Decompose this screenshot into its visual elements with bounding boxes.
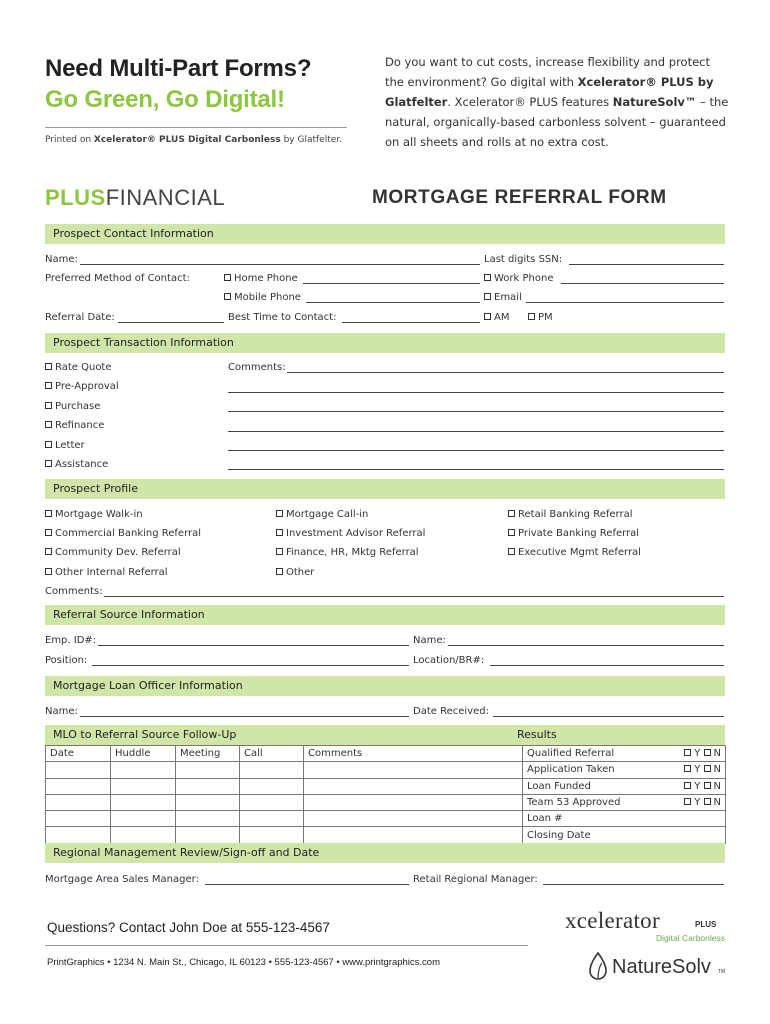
checkbox-icon[interactable]: [484, 274, 491, 281]
table-cell[interactable]: [176, 811, 240, 827]
checkbox-icon[interactable]: [684, 765, 691, 772]
profile-comments-label: Comments:: [45, 586, 103, 597]
footer-divider: [45, 945, 528, 946]
table-cell[interactable]: [46, 762, 111, 778]
checkbox-icon[interactable]: [704, 765, 711, 772]
regional-manager-label: Retail Regional Manager:: [413, 874, 538, 885]
option-refinance[interactable]: Refinance: [45, 420, 104, 431]
table-cell[interactable]: [304, 778, 523, 794]
checkbox-icon[interactable]: [276, 568, 283, 575]
transaction-comments-line[interactable]: [287, 372, 724, 373]
checkbox-icon[interactable]: [45, 363, 52, 370]
profile-comments-field[interactable]: [104, 596, 724, 597]
best-time-field[interactable]: [342, 322, 480, 323]
profile-option[interactable]: Executive Mgmt Referral: [508, 547, 641, 558]
checkbox-icon[interactable]: [508, 548, 515, 555]
table-row: [46, 762, 726, 778]
yes-no-options[interactable]: Y N: [684, 748, 721, 759]
checkbox-icon[interactable]: [684, 782, 691, 789]
checkbox-icon[interactable]: [45, 421, 52, 428]
checkbox-icon[interactable]: [508, 529, 515, 536]
checkbox-icon[interactable]: [45, 529, 52, 536]
leaf-drop-icon: [588, 951, 608, 981]
checkbox-icon[interactable]: [704, 749, 711, 756]
checkbox-icon[interactable]: [224, 274, 231, 281]
table-cell[interactable]: [46, 778, 111, 794]
headline: Need Multi-Part Forms?: [45, 55, 312, 82]
header-divider: [45, 127, 347, 128]
table-cell[interactable]: [240, 794, 304, 810]
table-cell[interactable]: [176, 794, 240, 810]
option-pre-approval[interactable]: Pre-Approval: [45, 381, 119, 392]
pm-option[interactable]: PM: [528, 312, 553, 323]
profile-option[interactable]: Other Internal Referral: [45, 567, 168, 578]
location-field[interactable]: [490, 665, 724, 666]
table-cell[interactable]: [304, 811, 523, 827]
table-cell[interactable]: [240, 811, 304, 827]
checkbox-icon[interactable]: [45, 548, 52, 555]
table-cell[interactable]: [111, 762, 176, 778]
table-cell[interactable]: [111, 794, 176, 810]
results-heading: Results: [517, 728, 557, 741]
result-row: Application Taken Y N: [523, 762, 726, 778]
position-label: Position:: [45, 655, 88, 666]
table-row: [46, 746, 726, 762]
preferred-contact-label: Preferred Method of Contact:: [45, 273, 190, 284]
transaction-comments-line[interactable]: [228, 392, 724, 393]
home-phone-option[interactable]: Home Phone: [224, 273, 298, 284]
table-cell[interactable]: [46, 794, 111, 810]
profile-option[interactable]: Commercial Banking Referral: [45, 528, 201, 539]
email-option[interactable]: Email: [484, 292, 522, 303]
table-row: [46, 778, 726, 794]
transaction-comments-line[interactable]: [228, 469, 724, 470]
regional-manager-field[interactable]: [543, 884, 724, 885]
section-profile-heading: Prospect Profile: [45, 479, 725, 499]
date-received-label: Date Received:: [413, 706, 489, 717]
best-time-label: Best Time to Contact:: [228, 312, 337, 323]
location-label: Location/BR#:: [413, 655, 485, 666]
option-letter[interactable]: Letter: [45, 440, 85, 451]
name-label: Name:: [45, 254, 78, 265]
naturesolv-logo: NatureSolv TM: [588, 951, 728, 985]
result-row: Team 53 Approved Y N: [523, 794, 726, 810]
table-cell[interactable]: [176, 762, 240, 778]
result-row[interactable]: Loan #: [523, 811, 726, 827]
am-option[interactable]: AM: [484, 312, 509, 323]
col-call: Call: [240, 746, 304, 762]
table-cell[interactable]: [176, 778, 240, 794]
yes-no-options[interactable]: Y N: [684, 764, 721, 775]
checkbox-icon[interactable]: [224, 293, 231, 300]
table-cell[interactable]: [46, 811, 111, 827]
profile-option[interactable]: Private Banking Referral: [508, 528, 639, 539]
date-received-field[interactable]: [493, 716, 724, 717]
headline-green: Go Green, Go Digital!: [45, 86, 285, 113]
col-huddle: Huddle: [111, 746, 176, 762]
emp-id-field[interactable]: [98, 645, 409, 646]
email-field[interactable]: [526, 302, 724, 303]
table-cell[interactable]: [304, 762, 523, 778]
source-name-field[interactable]: [448, 645, 724, 646]
result-row: Loan Funded Y N: [523, 778, 726, 794]
profile-option[interactable]: Finance, HR, Mktg Referral: [276, 547, 419, 558]
work-phone-option[interactable]: Work Phone: [484, 273, 553, 284]
table-row: [46, 811, 726, 827]
yes-no-options[interactable]: Y N: [684, 781, 721, 792]
profile-option[interactable]: Mortgage Call-in: [276, 509, 368, 520]
table-cell[interactable]: [304, 794, 523, 810]
printed-on-note: Printed on Xcelerator® PLUS Digital Carbonless by Glatfelter.: [45, 135, 342, 145]
xcelerator-plus-logo: xcelerator PLUS Digital Carbonless: [565, 908, 725, 943]
section-source-heading: Referral Source Information: [45, 605, 725, 625]
profile-option[interactable]: Community Dev. Referral: [45, 547, 181, 558]
table-cell[interactable]: [304, 827, 523, 843]
col-date: Date: [46, 746, 111, 762]
checkbox-icon[interactable]: [45, 441, 52, 448]
work-phone-field[interactable]: [561, 283, 724, 284]
checkbox-icon[interactable]: [484, 313, 491, 320]
table-cell[interactable]: [240, 827, 304, 843]
ssn-label: Last digits SSN:: [484, 254, 563, 265]
checkbox-icon[interactable]: [45, 402, 52, 409]
table-cell[interactable]: [240, 762, 304, 778]
position-field[interactable]: [92, 665, 409, 666]
option-assistance[interactable]: Assistance: [45, 459, 108, 470]
checkbox-icon[interactable]: [45, 510, 52, 517]
checkbox-icon[interactable]: [45, 568, 52, 575]
checkbox-icon[interactable]: [528, 313, 535, 320]
profile-option[interactable]: Other: [276, 567, 314, 578]
checkbox-icon[interactable]: [45, 460, 52, 467]
transaction-comments-line[interactable]: [228, 431, 724, 432]
checkbox-icon[interactable]: [508, 510, 515, 517]
checkbox-icon[interactable]: [484, 293, 491, 300]
area-manager-field[interactable]: [205, 884, 409, 885]
ssn-field[interactable]: [569, 264, 724, 265]
intro-paragraph: Do you want to cut costs, increase flexibility and protect the environment? Go digital with Xcelerator® PLUS by Glatfelter. Xcelerator® PLUS features NatureSolv™ – the natural, organically-based carbonless solvent – guaranteed on all sheets and rolls at no extra cost.: [385, 55, 729, 149]
checkbox-icon[interactable]: [704, 798, 711, 805]
checkbox-icon[interactable]: [684, 798, 691, 805]
checkbox-icon[interactable]: [684, 749, 691, 756]
mobile-phone-field[interactable]: [306, 302, 480, 303]
checkbox-icon[interactable]: [704, 782, 711, 789]
col-comments: Comments: [304, 746, 523, 762]
area-manager-label: Mortgage Area Sales Manager:: [45, 874, 199, 885]
mlo-name-label: Name:: [45, 706, 78, 717]
prospect-name-field[interactable]: [80, 264, 480, 265]
transaction-comments-label: Comments:: [228, 362, 286, 373]
result-row: Qualified Referral Y N: [523, 746, 726, 762]
table-cell[interactable]: [176, 827, 240, 843]
emp-id-label: Emp. ID#:: [45, 635, 97, 646]
form-title: MORTGAGE REFERRAL FORM: [372, 187, 667, 208]
table-cell[interactable]: [111, 827, 176, 843]
followup-table: [45, 745, 726, 844]
section-review-heading: Regional Management Review/Sign-off and Date: [45, 843, 725, 863]
result-row[interactable]: Closing Date: [523, 827, 726, 843]
yes-no-options[interactable]: Y N: [684, 797, 721, 808]
section-transaction-heading: Prospect Transaction Information: [45, 333, 725, 353]
questions-contact: Questions? Contact John Doe at 555-123-4567: [47, 920, 330, 935]
home-phone-field[interactable]: [303, 283, 480, 284]
table-row: [46, 794, 726, 810]
checkbox-icon[interactable]: [276, 548, 283, 555]
table-cell[interactable]: [240, 778, 304, 794]
table-row: [46, 827, 726, 843]
profile-option[interactable]: Mortgage Walk-in: [45, 509, 143, 520]
profile-option[interactable]: Investment Advisor Referral: [276, 528, 425, 539]
section-contact-heading: Prospect Contact Information: [45, 224, 725, 244]
checkbox-icon[interactable]: [276, 510, 283, 517]
option-rate-quote[interactable]: Rate Quote: [45, 362, 112, 373]
option-purchase[interactable]: Purchase: [45, 401, 100, 412]
section-mlo-heading: Mortgage Loan Officer Information: [45, 676, 725, 696]
table-cell[interactable]: [46, 827, 111, 843]
mobile-phone-option[interactable]: Mobile Phone: [224, 292, 301, 303]
referral-date-field[interactable]: [118, 322, 224, 323]
checkbox-icon[interactable]: [276, 529, 283, 536]
checkbox-icon[interactable]: [45, 382, 52, 389]
source-name-label: Name:: [413, 635, 446, 646]
plus-financial-logo: PLUSFINANCIAL: [45, 185, 226, 210]
transaction-comments-line[interactable]: [228, 450, 724, 451]
table-cell[interactable]: [111, 778, 176, 794]
section-followup-heading: MLO to Referral Source Follow-Up Results: [45, 725, 725, 745]
mlo-name-field[interactable]: [80, 716, 409, 717]
transaction-comments-line[interactable]: [228, 411, 724, 412]
col-meeting: Meeting: [176, 746, 240, 762]
printer-address: PrintGraphics • 1234 N. Main St., Chicago, IL 60123 • 555-123-4567 • www.printgraphics.com: [47, 957, 440, 968]
profile-option[interactable]: Retail Banking Referral: [508, 509, 632, 520]
table-cell[interactable]: [111, 811, 176, 827]
referral-date-label: Referral Date:: [45, 312, 115, 323]
